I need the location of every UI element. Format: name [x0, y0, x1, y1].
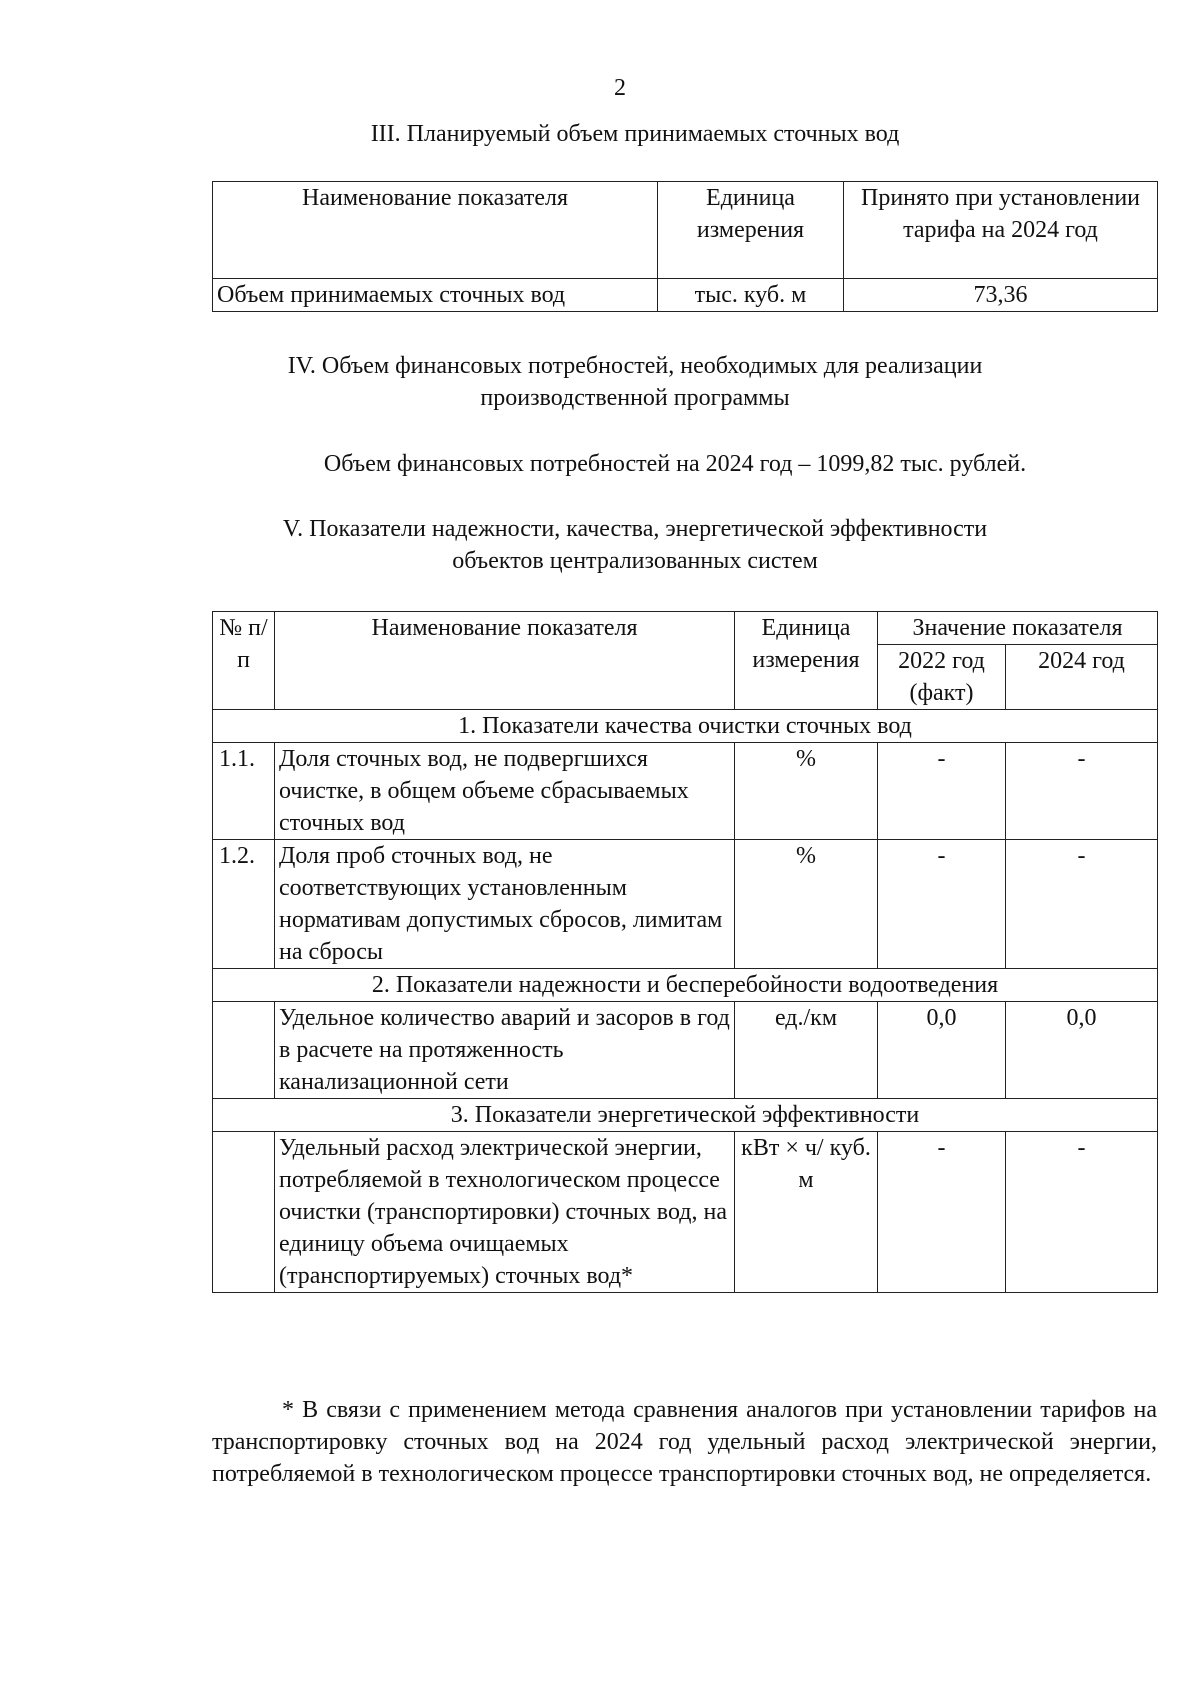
table-row [213, 840, 1158, 969]
header-unit: Единица измерения [735, 612, 878, 710]
footnote [212, 1394, 1157, 1490]
header-indicator-name: Наименование показателя [275, 612, 735, 710]
row-name: Удельный расход электрической энергии, потребляемой в технологическом процессе очистки (транспортировки) сточных вод, на единицу объема очищаемых (транспортируемых) сточных вод* [275, 1132, 735, 1293]
row-value-2022: - [878, 743, 1006, 840]
row-value-2022: - [878, 1132, 1006, 1293]
row-name: Объем принимаемых сточных вод [213, 279, 658, 312]
header-number: № п/п [213, 612, 275, 710]
page-number: 2 [614, 75, 626, 101]
table-header-row [213, 182, 1158, 279]
group-row [213, 1099, 1158, 1132]
table-row [213, 743, 1158, 840]
group-title: 3. Показатели энергетической эффективности [213, 1099, 1158, 1132]
planned-volume-table [212, 181, 1158, 312]
row-unit: % [735, 743, 878, 840]
section-4-title-line2: производственной программы [480, 385, 790, 411]
group-row [213, 710, 1158, 743]
section-5-title [200, 513, 1070, 577]
row-name: Удельное количество аварий и засоров в год в расчете на протяженность канализационной сети [275, 1002, 735, 1099]
row-value: 73,36 [844, 279, 1158, 312]
indicators-table [212, 611, 1158, 1293]
group-title: 1. Показатели качества очистки сточных вод [213, 710, 1158, 743]
row-number: 1.1. [213, 743, 275, 840]
header-indicator-name: Наименование показателя [213, 182, 658, 279]
row-number [213, 1002, 275, 1099]
table-header-row [213, 612, 1158, 645]
header-value-group: Значение показателя [878, 612, 1158, 645]
row-unit: % [735, 840, 878, 969]
footnote-text: * В связи с применением метода сравнения аналогов при установлении тарифов на транспортировку сточных вод на 2024 год удельный расход электрической энергии, потребляемой в технологическом процессе транспортировки сточных вод, не определяется. [212, 1397, 1157, 1487]
header-accepted-value: Принято при установлении тарифа на 2024 год [844, 182, 1158, 279]
financial-needs-text: Объем финансовых потребностей на 2024 год – 1099,82 тыс. рублей. [323, 451, 1027, 477]
header-unit: Единица измерения [658, 182, 844, 279]
section-4-title [200, 350, 1070, 414]
row-value-2024: - [1006, 743, 1158, 840]
header-year-2022: 2022 год (факт) [878, 645, 1006, 710]
row-name: Доля проб сточных вод, не соответствующих установленным нормативам допустимых сбросов, лимитам на сбросы [275, 840, 735, 969]
header-year-2024: 2024 год [1006, 645, 1158, 710]
section-5-title-line1: V. Показатели надежности, качества, энергетической эффективности [282, 516, 988, 542]
table-row [213, 1002, 1158, 1099]
row-value-2022: - [878, 840, 1006, 969]
section-5-title-line2: объектов централизованных систем [452, 548, 818, 574]
row-number [213, 1132, 275, 1293]
row-value-2022: 0,0 [878, 1002, 1006, 1099]
row-value-2024: - [1006, 1132, 1158, 1293]
group-row [213, 969, 1158, 1002]
row-unit: тыс. куб. м [658, 279, 844, 312]
section-3-title: III. Планируемый объем принимаемых сточных вод [370, 121, 900, 147]
row-name: Доля сточных вод, не подвергшихся очистке, в общем объеме сбрасываемых сточных вод [275, 743, 735, 840]
row-value-2024: 0,0 [1006, 1002, 1158, 1099]
row-value-2024: - [1006, 840, 1158, 969]
row-unit: кВт × ч/ куб. м [735, 1132, 878, 1293]
row-number: 1.2. [213, 840, 275, 969]
section-4-title-line1: IV. Объем финансовых потребностей, необходимых для реализации [287, 353, 983, 379]
row-unit: ед./км [735, 1002, 878, 1099]
table-row [213, 279, 1158, 312]
table-row [213, 1132, 1158, 1293]
group-title: 2. Показатели надежности и бесперебойности водоотведения [213, 969, 1158, 1002]
